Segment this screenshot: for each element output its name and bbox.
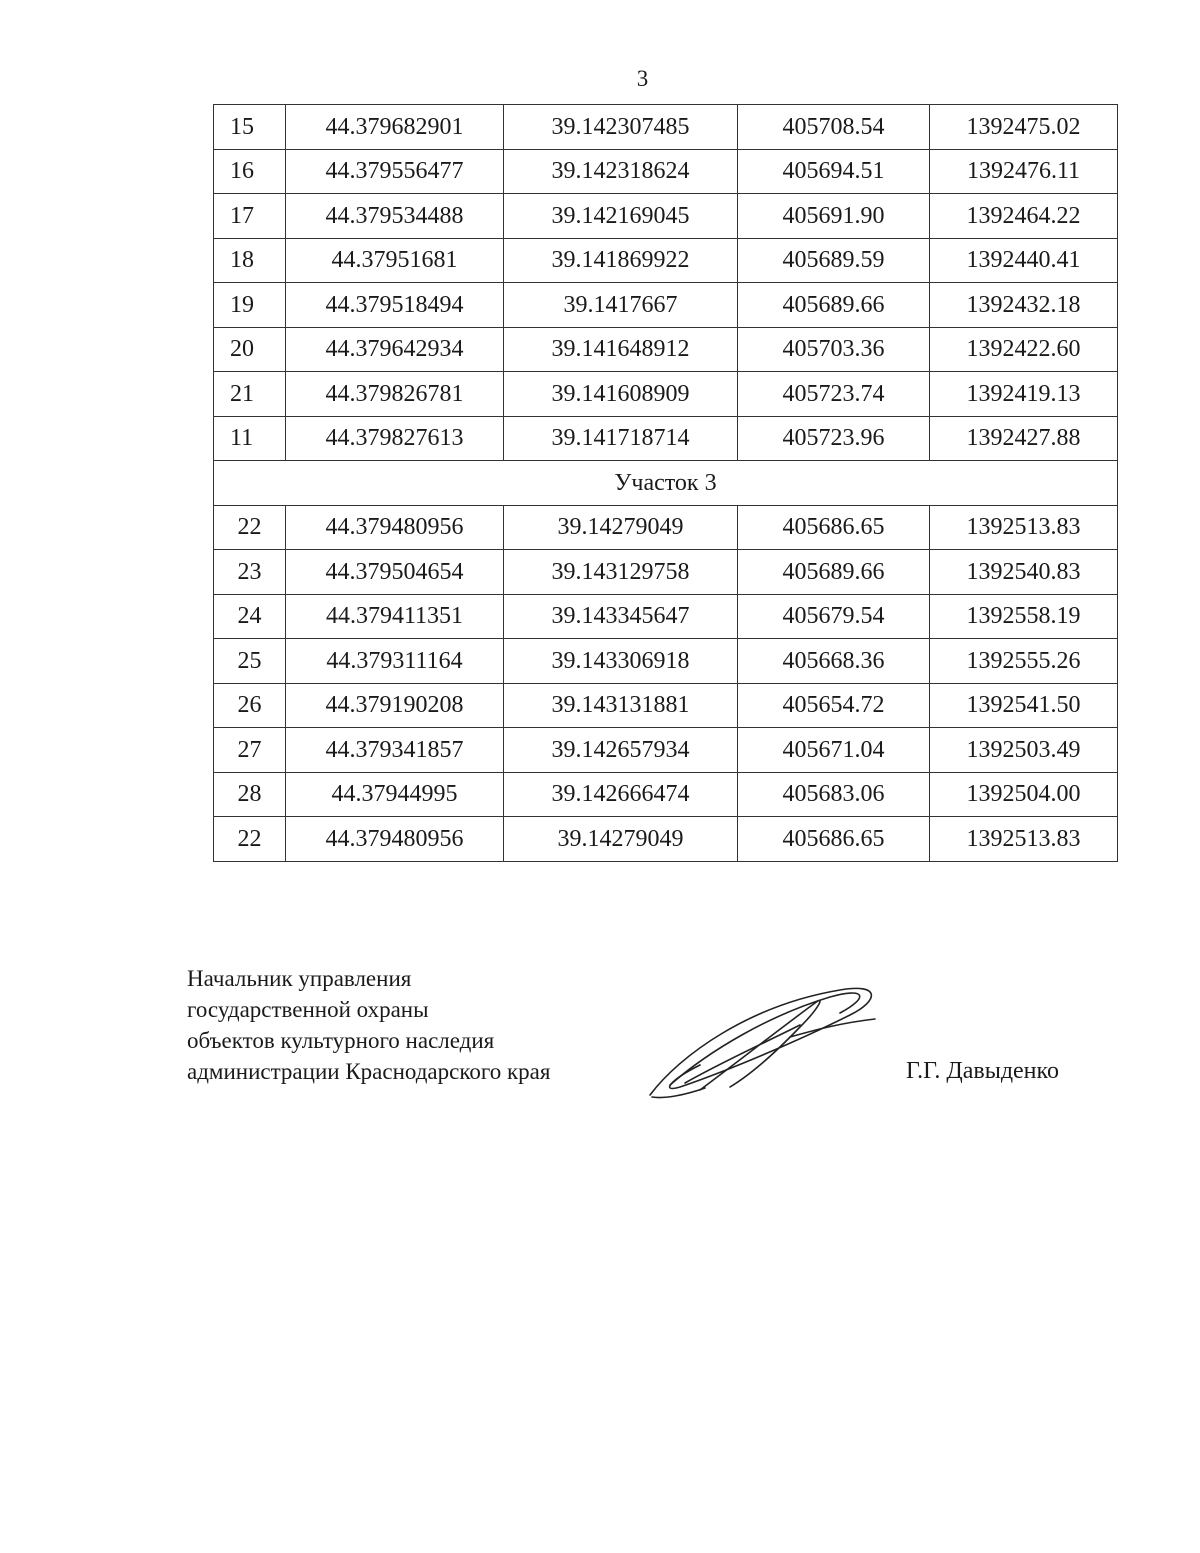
table-row bbox=[214, 416, 1118, 461]
coordinate-cell: 44.379190208 bbox=[286, 683, 504, 728]
point-number-cell: 18 bbox=[214, 238, 286, 283]
point-number-cell: 26 bbox=[214, 683, 286, 728]
table-row bbox=[214, 372, 1118, 417]
table-row bbox=[214, 594, 1118, 639]
section-label: Участок 3 bbox=[214, 461, 1118, 506]
coordinate-cell: 1392419.13 bbox=[930, 372, 1118, 417]
coordinate-cell: 39.143131881 bbox=[504, 683, 738, 728]
coordinate-cell: 39.143345647 bbox=[504, 594, 738, 639]
point-number-cell: 17 bbox=[214, 194, 286, 239]
coordinate-cell: 44.379480956 bbox=[286, 817, 504, 862]
point-number-cell: 24 bbox=[214, 594, 286, 639]
point-number-cell: 22 bbox=[214, 505, 286, 550]
coordinates-table bbox=[213, 104, 1118, 862]
point-number-cell: 25 bbox=[214, 639, 286, 684]
table-row bbox=[214, 238, 1118, 283]
page-number: 3 bbox=[636, 66, 649, 91]
coordinate-cell: 405671.04 bbox=[738, 728, 930, 773]
coordinate-cell: 39.1417667 bbox=[504, 283, 738, 328]
table-row bbox=[214, 817, 1118, 862]
coordinate-cell: 1392558.19 bbox=[930, 594, 1118, 639]
coordinate-cell: 44.379341857 bbox=[286, 728, 504, 773]
coordinate-cell: 44.379642934 bbox=[286, 327, 504, 372]
table-row bbox=[214, 327, 1118, 372]
coordinate-cell: 39.141648912 bbox=[504, 327, 738, 372]
table-row bbox=[214, 683, 1118, 728]
coordinate-cell: 405723.96 bbox=[738, 416, 930, 461]
point-number-cell: 23 bbox=[214, 550, 286, 595]
coordinate-cell: 44.379311164 bbox=[286, 639, 504, 684]
signer-name: Г.Г. Давыденко bbox=[906, 1058, 1059, 1084]
table-row bbox=[214, 283, 1118, 328]
coordinate-cell: 44.379556477 bbox=[286, 149, 504, 194]
coordinate-cell: 405686.65 bbox=[738, 817, 930, 862]
signatory-title-line: объектов культурного наследия bbox=[187, 1028, 495, 1053]
coordinate-cell: 44.379411351 bbox=[286, 594, 504, 639]
coordinate-cell: 405689.66 bbox=[738, 550, 930, 595]
coordinate-cell: 405683.06 bbox=[738, 772, 930, 817]
coordinate-cell: 44.379534488 bbox=[286, 194, 504, 239]
coordinate-cell: 44.379682901 bbox=[286, 105, 504, 150]
coordinate-cell: 44.379826781 bbox=[286, 372, 504, 417]
coordinate-cell: 405654.72 bbox=[738, 683, 930, 728]
coordinate-cell: 39.141869922 bbox=[504, 238, 738, 283]
coordinate-cell: 1392513.83 bbox=[930, 817, 1118, 862]
table-row bbox=[214, 194, 1118, 239]
point-number-cell: 22 bbox=[214, 817, 286, 862]
table-row bbox=[214, 149, 1118, 194]
table-row bbox=[214, 728, 1118, 773]
coordinate-cell: 1392540.83 bbox=[930, 550, 1118, 595]
signatory-title-line: Начальник управления bbox=[187, 966, 412, 991]
coordinate-cell: 1392504.00 bbox=[930, 772, 1118, 817]
table-row bbox=[214, 105, 1118, 150]
point-number-cell: 28 bbox=[214, 772, 286, 817]
coordinate-cell: 405679.54 bbox=[738, 594, 930, 639]
coordinate-cell: 405691.90 bbox=[738, 194, 930, 239]
point-number-cell: 16 bbox=[214, 149, 286, 194]
coordinate-cell: 405694.51 bbox=[738, 149, 930, 194]
coordinate-cell: 1392427.88 bbox=[930, 416, 1118, 461]
coordinate-cell: 44.37951681 bbox=[286, 238, 504, 283]
signatory-title-line: государственной охраны bbox=[187, 997, 429, 1022]
coordinate-cell: 1392422.60 bbox=[930, 327, 1118, 372]
coordinate-cell: 1392464.22 bbox=[930, 194, 1118, 239]
point-number-cell: 11 bbox=[214, 416, 286, 461]
coordinate-cell: 1392513.83 bbox=[930, 505, 1118, 550]
coordinate-cell: 39.142318624 bbox=[504, 149, 738, 194]
table-row bbox=[214, 550, 1118, 595]
table-row bbox=[214, 772, 1118, 817]
coordinate-cell: 39.142169045 bbox=[504, 194, 738, 239]
coordinate-cell: 405689.66 bbox=[738, 283, 930, 328]
coordinate-cell: 44.379480956 bbox=[286, 505, 504, 550]
coordinate-cell: 44.379504654 bbox=[286, 550, 504, 595]
coordinate-cell: 44.37944995 bbox=[286, 772, 504, 817]
coordinate-cell: 39.141718714 bbox=[504, 416, 738, 461]
coordinate-cell: 39.14279049 bbox=[504, 505, 738, 550]
point-number-cell: 19 bbox=[214, 283, 286, 328]
signatory-title-line: администрации Краснодарского края bbox=[187, 1059, 551, 1084]
coordinate-cell: 405686.65 bbox=[738, 505, 930, 550]
coordinate-cell: 1392503.49 bbox=[930, 728, 1118, 773]
coordinate-cell: 44.379518494 bbox=[286, 283, 504, 328]
table-row bbox=[214, 639, 1118, 684]
coordinate-cell: 405708.54 bbox=[738, 105, 930, 150]
coordinate-cell: 1392541.50 bbox=[930, 683, 1118, 728]
table-row bbox=[214, 505, 1118, 550]
coordinate-cell: 39.14279049 bbox=[504, 817, 738, 862]
point-number-cell: 27 bbox=[214, 728, 286, 773]
coordinate-cell: 405703.36 bbox=[738, 327, 930, 372]
coordinate-cell: 1392555.26 bbox=[930, 639, 1118, 684]
coordinate-cell: 39.142666474 bbox=[504, 772, 738, 817]
coordinate-cell: 1392440.41 bbox=[930, 238, 1118, 283]
coordinate-cell: 1392432.18 bbox=[930, 283, 1118, 328]
coordinate-cell: 405723.74 bbox=[738, 372, 930, 417]
section-row bbox=[214, 461, 1118, 506]
coordinate-cell: 39.142657934 bbox=[504, 728, 738, 773]
coordinate-cell: 405689.59 bbox=[738, 238, 930, 283]
point-number-cell: 15 bbox=[214, 105, 286, 150]
coordinate-cell: 39.142307485 bbox=[504, 105, 738, 150]
coordinates-table-body bbox=[214, 105, 1118, 862]
coordinate-cell: 39.143129758 bbox=[504, 550, 738, 595]
coordinate-cell: 1392476.11 bbox=[930, 149, 1118, 194]
coordinate-cell: 39.141608909 bbox=[504, 372, 738, 417]
coordinate-cell: 1392475.02 bbox=[930, 105, 1118, 150]
handwritten-signature bbox=[640, 975, 890, 1105]
coordinate-cell: 405668.36 bbox=[738, 639, 930, 684]
point-number-cell: 21 bbox=[214, 372, 286, 417]
coordinate-cell: 44.379827613 bbox=[286, 416, 504, 461]
signatory-title bbox=[187, 963, 550, 1087]
point-number-cell: 20 bbox=[214, 327, 286, 372]
coordinate-cell: 39.143306918 bbox=[504, 639, 738, 684]
